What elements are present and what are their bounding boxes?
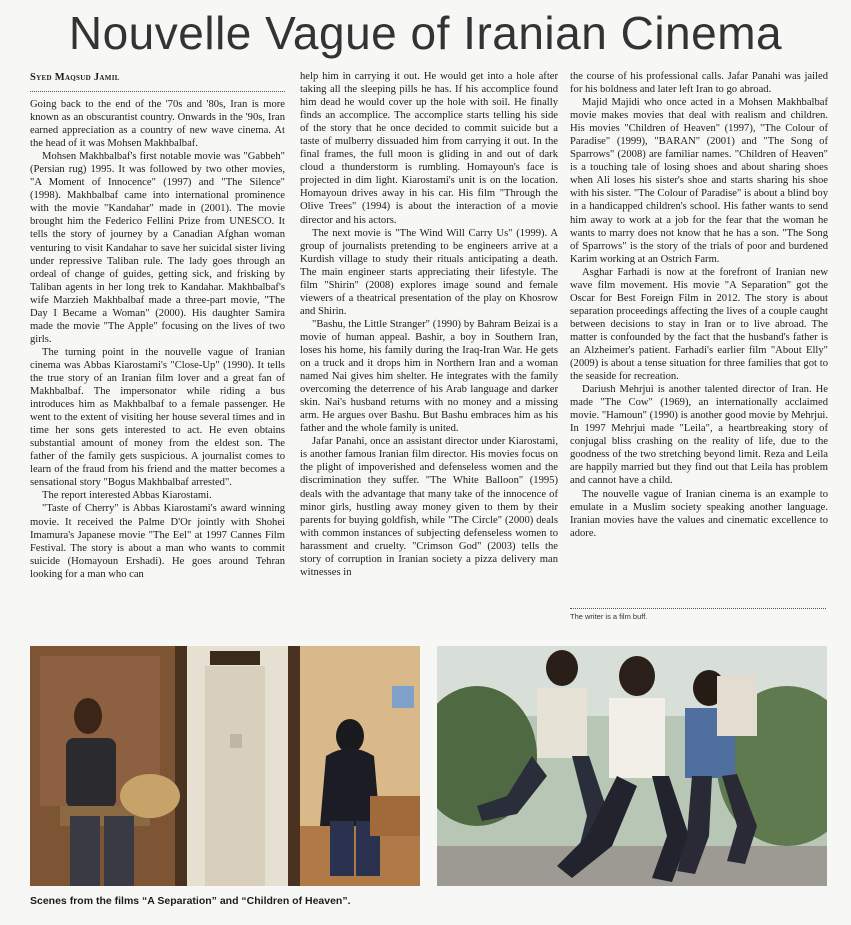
paragraph: Going back to the end of the '70s and '80s, Iran is more known as an obscurantist country. Onwards in the '90s, Iran earned appreciation as a country of new wave cinema. At the head of it was Mohsen Makhbalbaf. [30, 99, 285, 150]
paragraph: Asghar Farhadi is now at the forefront of Iranian new wave film movement. His movie "A Separation" got the Oscar for Best Foreign Film in 2012. The story is about separation proceedings affecting the lives of a couple caught between decisions to stay in Iran or to live abroad. The matter is confounded by the fact that the husband's father is an Alzheimer's patient. Farhadi's earlier film "About Elly" (2009) is about a tense situation for three families that got to the seaside for recreation. [570, 266, 828, 383]
paragraph: "Taste of Cherry" is Abbas Kiarostami's award winning movie. It received the Palme D'Or jointly with Shohei Imamura's Japanese movie "The Eel" at 1997 Cannes Film Festival. The story is about a man who wants to commit suicide (Homayoun Ershadi). He goes around Tehran looking for a man who can [30, 503, 285, 580]
byline: Syed Maqsud Jamil [30, 72, 285, 92]
paragraph: "Bashu, the Little Stranger" (1990) by Bahram Beizai is a movie of human appeal. Bashir, a boy in Southern Iran, loses his home, his family during the Iraq-Iran War. He gets on a truck and it drops him in Northern Iran and a woman named Nai gives him shelter. He integrates with the family overcoming the deterrence of his Arab language and darker skin. Nai's husband returns with no money and a missing arm. He argues over Bashu. But Bashu embraces him as his father and the whole family is united. [300, 318, 558, 435]
photo-a-separation-image [30, 646, 420, 886]
photo-children-of-heaven-image [437, 646, 827, 886]
photo-children-of-heaven [437, 646, 827, 886]
paragraph: help him in carrying it out. He would get into a hole after taking all the sleeping pills he has. If his accomplice found him dead he would cover up the hole with soil. He finally finds an accomplice. The accomplice starts telling his side of the story that he once decided to commit suicide but a taste of mulberry dissuaded him from carrying it out. In the final frames, the full moon is gliding in and out of dark cloud a thunderstorm is rumbling. Homayoun's face is projected in dim light. Kiarostami's unit is on the location. Homayoun drives away in his car. His film "Through the Olive Trees" (1994) is about the interaction of a movie director and his actors. [300, 71, 558, 226]
paragraph: The nouvelle vague of Iranian cinema is an example to emulate in a Muslim society speaking another language. Iranian movies have the values and cinematic excellence to adore. [570, 488, 828, 539]
paragraph: the course of his professional calls. Jafar Panahi was jailed for his boldness and later left Iran to go abroad. [570, 71, 828, 96]
paragraph: The turning point in the nouvelle vague of Iranian cinema was Abbas Kiarostami's "Close-Up" (1990). It tells the true story of an Iranian film lover and a great fan of Makhbalbaf. The impersonator while riding a bus introduces him as Makhbalbaf to a female passenger. He went to the extent of visiting her house several times and in time her sons gets interested to act. He even obtains substantial amount of money from the eldest son. The father of the family gets suspicious. A journalist comes to learn of the fraud from his friend and the matter becomes a sensational story "Bogus Makhbalbaf arrested". [30, 346, 285, 489]
photo-caption: Scenes from the films “A Separation” and “Children of Heaven”. [30, 895, 351, 907]
paragraph: Dariush Mehrjui is another talented director of Iran. He made "The Cow" (1969), an internationally acclaimed movie. "Hamoun" (1990) is another good movie by Mehrjui. In 1997 Mehrjui made "Leila", a heartbreaking story of conjugal bliss crashing on the reality of life, due to the goodness of the two stretching beyond limit. Reza and Leila are happily married but they find out that Leila has problem and cannot have a child. [570, 384, 828, 487]
paragraph: The report interested Abbas Kiarostami. [42, 490, 212, 502]
article-column-1 [30, 98, 285, 581]
paragraph: Mohsen Makhbalbaf's first notable movie was "Gabbeh" (Persian rug) 1995. It was followed by two other movies, "A Moment of Innocence" (1997) and "The Silence" (1998). Makhbalbaf came into international prominence with the movie "Kandahar" made in (2001). The movie brought him the Federico Fellini Prize from UNESCO. It tells the story of journey by a Canadian Afghan woman venturing to visit Kandahar to save her suicidal sister living under repressive Taliban rule. The lady goes through an ordeal of change of guides, getting sick, and frisking by Taliban agents in her long trek to Kandahar. Makhbalbaf's wife Marzieh Makhbalbaf made a three-part movie, "The Day I Became a Woman" (2000). His daughter Samira made the movie "The Apple" focusing on the lives of two girls. [30, 151, 285, 345]
writer-note: The writer is a film buff. [570, 612, 648, 621]
paragraph: Majid Majidi who once acted in a Mohsen Makhbalbaf movie makes movies that deal with realism and children. His movies "Children of Heaven" (1997), "The Colour of Paradise" (1999), "BARAN" (2001) and "The Song of Sparrows" (2008) are familiar names. "Children of Heaven" is a touching tale of losing shoes and about sharing shoes when Ali loses his sister's shoe and starts sharing his shoe with his sister. "The Colour of Paradise" is about a blind boy in a handicapped children's school. His father wants to send him away to work at a job for the fear that the woman he wants to marry does not know that he has a son. "The Song of Sparrows" is the story of the trials of poor and burdened Karim working at an Ostrich Farm. [570, 97, 828, 265]
headline: Nouvelle Vague of Iranian Cinema [68, 7, 783, 59]
paragraph: Jafar Panahi, once an assistant director under Kiarostami, is another famous Iranian film director. His movies focus on the plight of impoverished and defenseless women and the discrimination they suffer. "The White Balloon" (1995) deals with the advantage that many take of the innocence of minor girls, hustling away money given to them by their parents for buying goldfish, while "The Circle" (2000) deals with common instances of subjecting defenseless women to harassment and cruelty. "Crimson God" (2003) tells the story of corruption in Iranian society a pizza delivery man witnesses in [300, 436, 558, 578]
article-column-3 [570, 70, 828, 540]
photo-a-separation [30, 646, 420, 886]
article-column-2 [300, 70, 558, 579]
paragraph: The next movie is "The Wind Will Carry Us" (1999). A group of journalists pretending to be engineers arrive at a Kurdish village to study their rituals anticipating a death. The main engineer starts appreciating their lifestyle. The film "Shirin" (2008) explores image sound and female viewers of a theatrical presentation of the play on Khosrow and Shirin. [300, 227, 558, 317]
divider [570, 608, 826, 609]
